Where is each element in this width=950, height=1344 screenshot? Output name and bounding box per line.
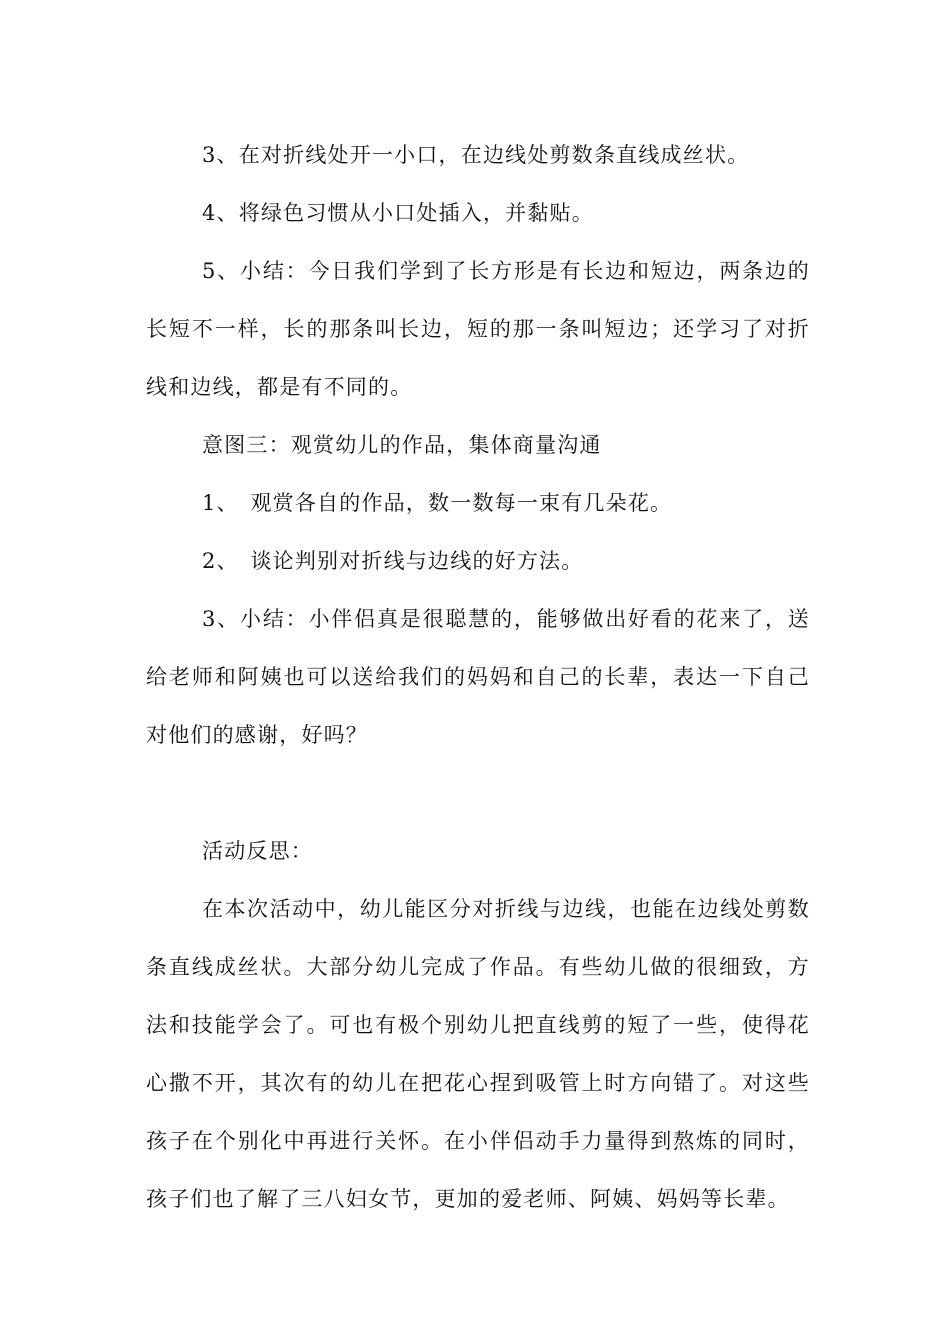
goal-three-item-1: 1、 观赏各自的作品，数一数每一束有几朵花。 xyxy=(202,491,673,515)
goal-three-item-2: 2、 谈论判别对折线与边线的好方法。 xyxy=(202,549,584,573)
summary-5-paragraph: 5、小结：今日我们学到了长方形是有长边和短边，两条边的长短不一样，长的那条叫长边，短的那一条叫短边；还学习了对折线和边线，都是有不同的。 xyxy=(146,259,810,399)
reflection-body: 在本次活动中，幼儿能区分对折线与边线，也能在边线处剪数条直线成丝状。大部分幼儿完成了作品。有些幼儿做的很细致，方法和技能学会了。可也有极个别幼儿把直线剪的短了一些，使得花心撒不开，其次有的幼儿在把花心捏到吸管上时方向错了。对这些孩子在个别化中再进行关怀。在小伴侣动手力量得到熬炼的同时，孩子们也了解了三八妇女节，更加的爱老师、阿姨、妈妈等长辈。 xyxy=(146,897,810,1211)
document-body xyxy=(146,126,810,1228)
reflection-heading: 活动反思： xyxy=(202,839,313,863)
goal-three-heading: 意图三：观赏幼儿的作品，集体商量沟通 xyxy=(202,433,602,457)
step-3-paragraph: 3、在对折线处开一小口，在边线处剪数条直线成丝状。 xyxy=(202,143,750,167)
goal-three-summary: 3、小结：小伴侣真是很聪慧的，能够做出好看的花来了，送给老师和阿姨也可以送给我们的妈妈和自己的长辈，表达一下自己对他们的感谢，好吗？ xyxy=(146,607,810,747)
step-4-paragraph: 4、将绿色习惯从小口处插入，并黏贴。 xyxy=(202,201,594,225)
section-spacer xyxy=(146,764,810,822)
